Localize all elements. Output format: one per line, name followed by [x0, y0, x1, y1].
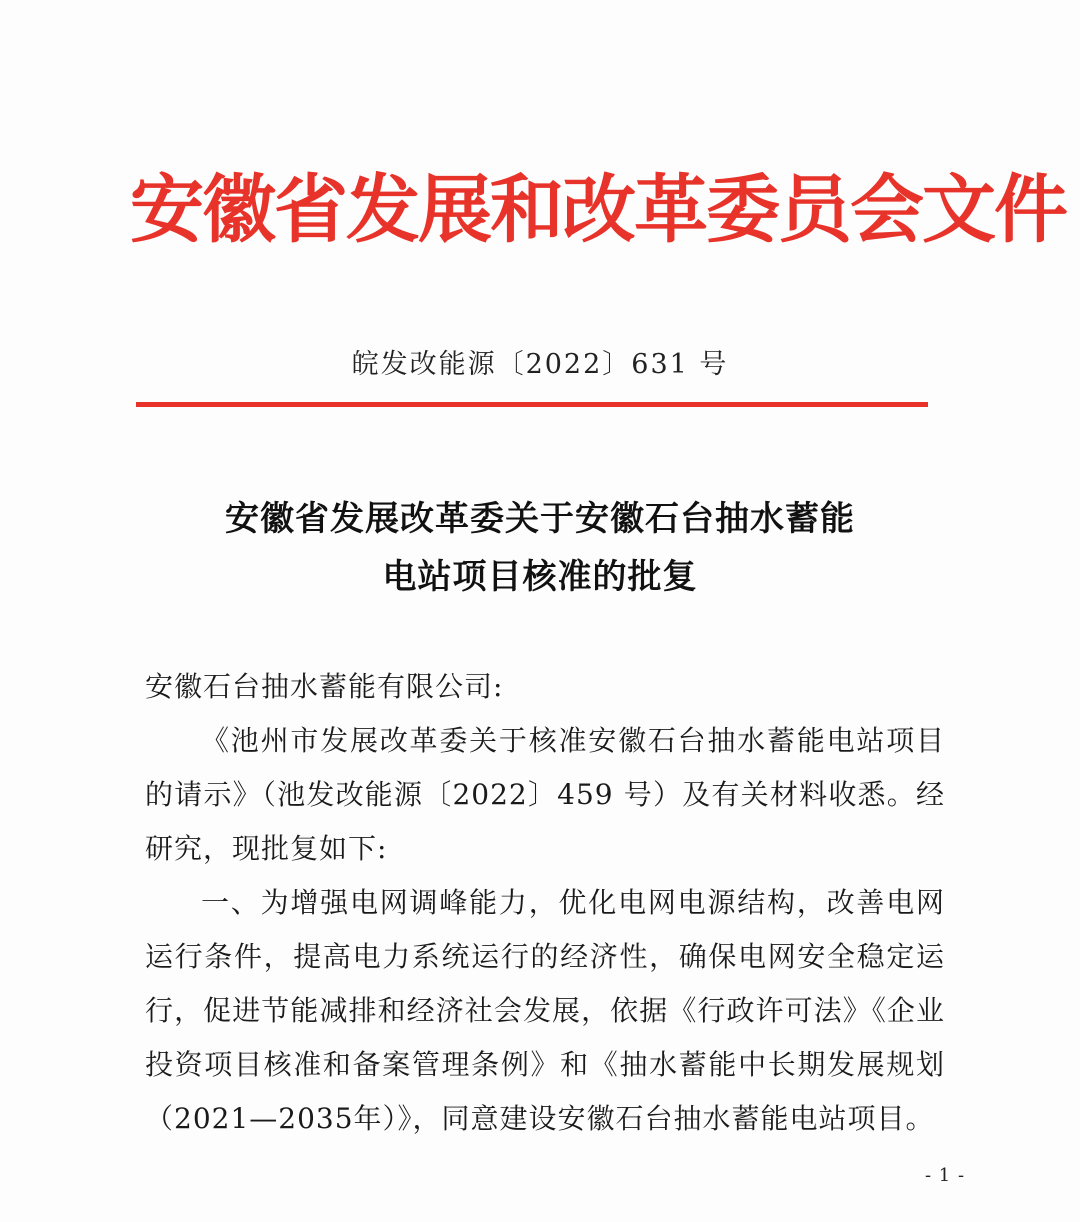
document-number: 皖发改能源〔2022〕631 号 — [351, 349, 729, 380]
document-subject — [130, 490, 950, 606]
issuing-authority-header: 安徽省发展和改革委员会文件 — [130, 167, 1066, 253]
document-body — [145, 660, 945, 1146]
addressee: 安徽石台抽水蓄能有限公司: — [145, 670, 504, 703]
subject-line-1: 安徽省发展改革委关于安徽石台抽水蓄能 — [225, 499, 855, 539]
paragraph-approval-one: 一、为增强电网调峰能力，优化电网电源结构，改善电网运行条件，提高电力系统运行的经济性，确保电网安全稳定运行，促进节能减排和经济社会发展，依据《行政许可法》《企业投资项目核准和备案管理条例》和《抽水蓄能中长期发展规划（2021—2035年）》，同意建设安徽石台抽水蓄能电站项目。 — [145, 886, 945, 1135]
subject-line-2: 电站项目核准的批复 — [382, 557, 698, 597]
paragraph-request-reference: 《池州市发展改革委关于核准安徽石台抽水蓄能电站项目的请示》（池发改能源〔2022〕459 号）及有关材料收悉。经研究，现批复如下: — [145, 724, 945, 865]
red-separator-line — [136, 402, 928, 407]
page-number: - 1 - — [924, 1165, 966, 1186]
